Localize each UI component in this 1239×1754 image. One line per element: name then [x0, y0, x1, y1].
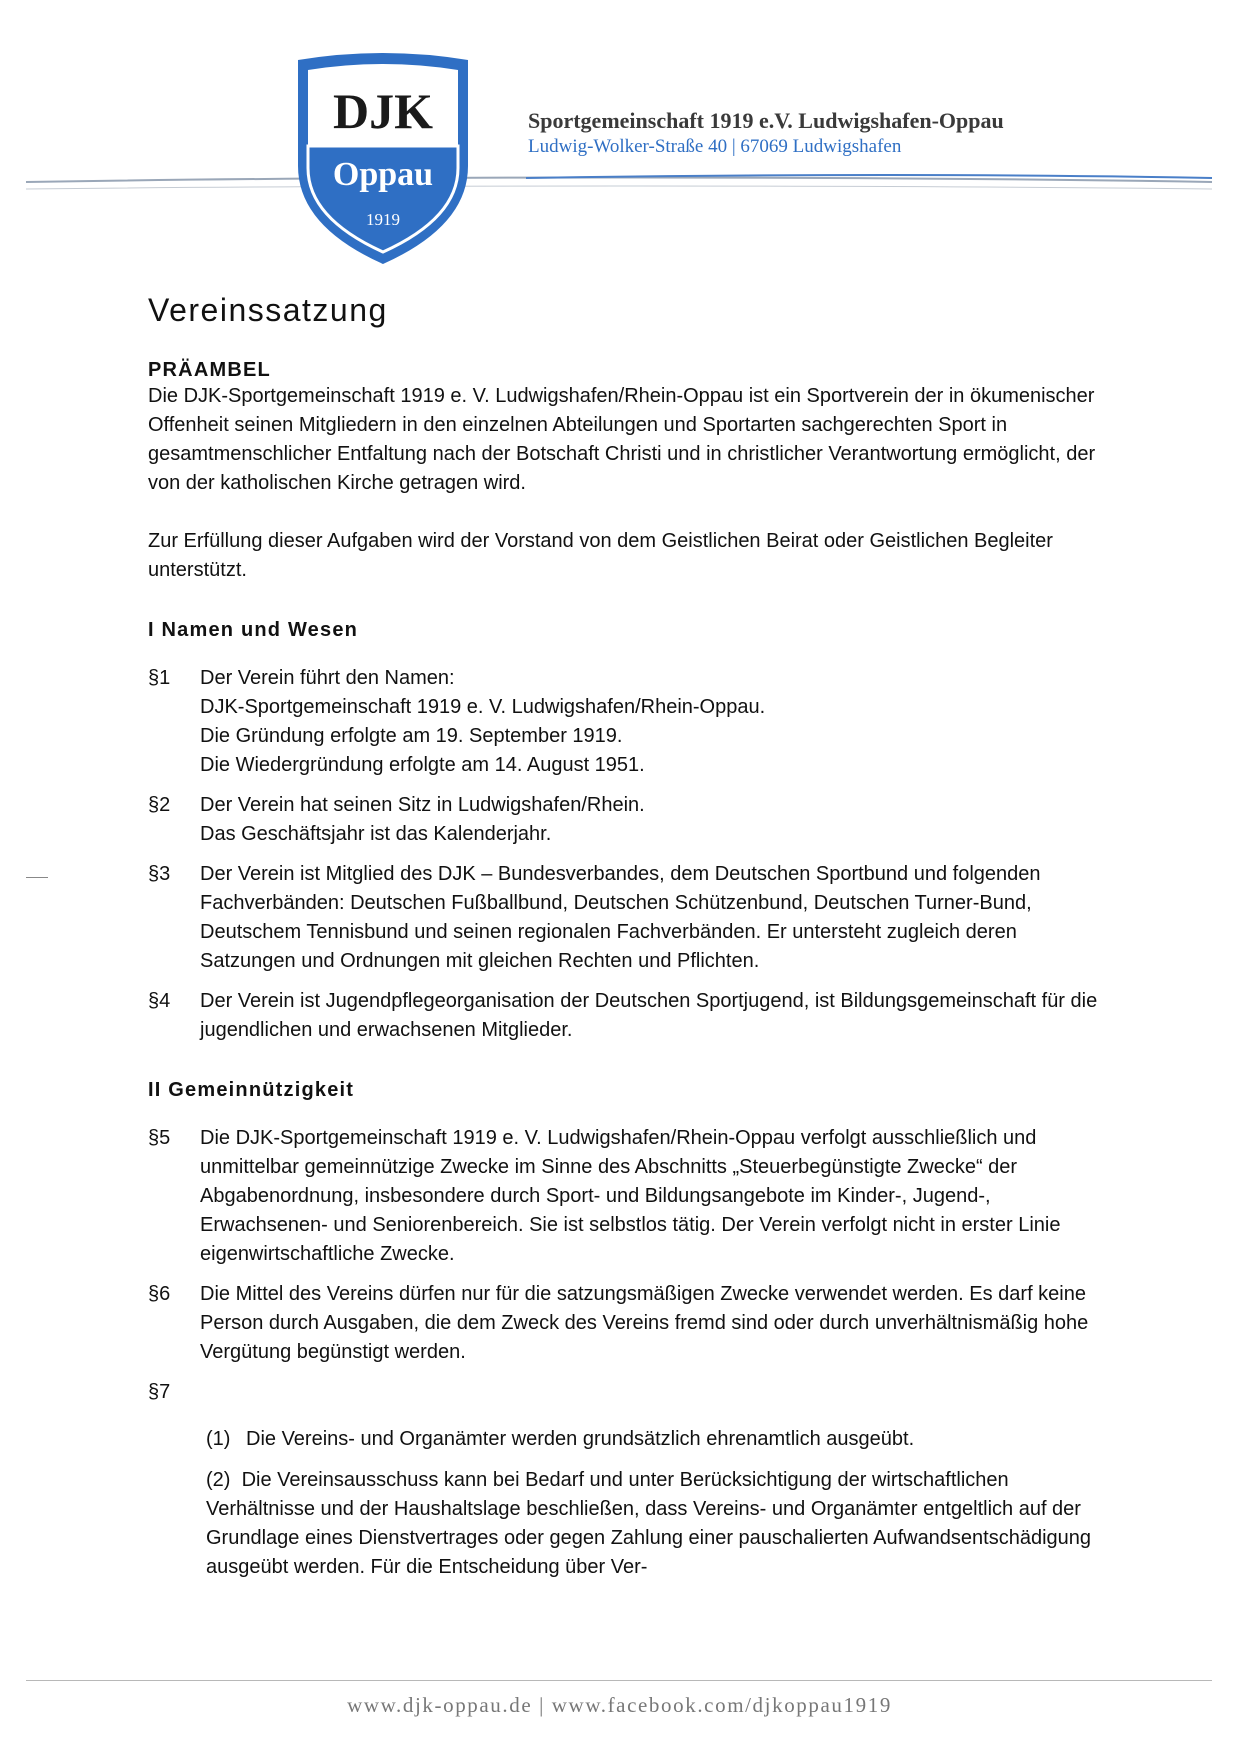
clause-number: §7: [148, 1381, 171, 1403]
sub-item-text: Die Vereins- und Organämter werden grundsätzlich ehrenamtlich ausgeübt.: [246, 1428, 915, 1450]
clause-4: [148, 987, 1098, 1045]
clause-text: [200, 1378, 1098, 1407]
clause-3: [148, 860, 1098, 976]
clause-text: Der Verein ist Jugendpflegeorganisation der Deutschen Sportjugend, ist Bildungsgemeinschaft für die jugendlichen und erwachsenen Mitglieder.: [200, 990, 1098, 1041]
clause-text: Der Verein ist Mitglied des DJK – Bundesverbandes, dem Deutschen Sportbund und folgenden Fachverbänden: Deutschen Fußballbund, Deutschen Schützenbund, Deutschen Turner-Bund, Deutschem Tennisbund und seinen regionalen Fachverbänden. Er untersteht zugleich deren Satzungen und Ordnungen mit gleichen Rechten und Pflichten.: [200, 863, 1041, 972]
clause-line: Das Geschäftsjahr ist das Kalenderjahr.: [200, 823, 552, 845]
clause-line: Der Verein führt den Namen:: [200, 667, 455, 689]
clause-line: Der Verein hat seinen Sitz in Ludwigshafen/Rhein.: [200, 794, 645, 816]
sub-item-2: [206, 1466, 1098, 1582]
clause-number: §5: [148, 1127, 171, 1149]
clause-7: [148, 1378, 1098, 1407]
sub-item-text: Die Vereinsausschuss kann bei Bedarf und unter Berücksichtigung der wirtschaftlichen Verhältnisse und der Haushaltslage beschließen, dass Vereins- und Organämter entgeltlich auf der Grundlage eines Dienstvertrages oder gegen Zahlung einer pauschalierten Aufwandsentschädigung ausgeübt werden. Für die Entscheidung über Ver-: [206, 1469, 1092, 1578]
margin-mark: [26, 877, 48, 878]
preamble-paragraph: Die DJK-Sportgemeinschaft 1919 e. V. Ludwigshafen/Rhein-Oppau ist ein Sportverein der in ökumenischer Offenheit seinen Mitgliedern in den einzelnen Abteilungen und Sportarten sachgerechten Sport in gesamtmenschlicher Entfaltung nach der Botschaft Christi und in christlicher Verantwortung ermöglicht, der von der katholischen Kirche getragen wird.: [148, 385, 1096, 494]
logo-middle-text: Oppau: [332, 156, 434, 193]
clause-number: §1: [148, 667, 171, 689]
clause-number: §4: [148, 990, 171, 1012]
clause-number: §3: [148, 863, 171, 885]
clause-text: Die Mittel des Vereins dürfen nur für die satzungsmäßigen Zwecke verwendet werden. Es darf keine Person durch Ausgaben, die dem Zweck des Vereins fremd sind oder durch unverhältnismäßig hohe Vergütung begünstigt werden.: [200, 1283, 1089, 1363]
clause-6: [148, 1280, 1098, 1367]
document-body: [148, 292, 1098, 1582]
sub-item-1: [206, 1425, 1098, 1454]
clause-line: DJK-Sportgemeinschaft 1919 e. V. Ludwigshafen/Rhein-Oppau.: [200, 696, 766, 718]
clause-number: §6: [148, 1283, 171, 1305]
preamble-heading: PRÄAMBEL: [148, 359, 271, 381]
org-address: Ludwig-Wolker-Straße 40 | 67069 Ludwigshafen: [528, 136, 902, 157]
clause-2: [148, 791, 1098, 849]
clause-text: Die DJK-Sportgemeinschaft 1919 e. V. Ludwigshafen/Rhein-Oppau verfolgt ausschließlich und unmittelbar gemeinnützige Zwecke im Sinne des Abschnitts „Steuerbegünstigte Zwecke“ der Abgabenordnung, insbesondere durch Sport- und Bildungsangebote im Kinder-, Jugend-, Erwachsenen- und Seniorenbereich. Sie ist selbstlos tätig. Der Verein verfolgt nicht in erster Linie eigenwirtschaftliche Zwecke.: [200, 1127, 1061, 1265]
djk-logo: [290, 50, 476, 270]
preamble-paragraph: Zur Erfüllung dieser Aufgaben wird der Vorstand von dem Geistlichen Beirat oder Geistlichen Begleiter unterstützt.: [148, 530, 1053, 581]
org-block: [528, 108, 1004, 158]
logo-year: 1919: [366, 210, 400, 229]
footer-rule: [26, 1680, 1212, 1681]
clause-text: [200, 791, 1098, 849]
org-name: Sportgemeinschaft 1919 e.V. Ludwigshafen-Oppau: [528, 108, 1004, 133]
footer-links: www.djk-oppau.de | www.facebook.com/djkoppau1919: [347, 1693, 892, 1717]
section-heading: I Namen und Wesen: [148, 619, 359, 641]
clause-text: [200, 664, 1098, 780]
sub-item-number: (2): [206, 1469, 231, 1491]
document-title: Vereinssatzung: [148, 292, 388, 328]
clause-line: Die Wiedergründung erfolgte am 14. August 1951.: [200, 754, 645, 776]
clause-number: §2: [148, 794, 171, 816]
logo-top-text: DJK: [333, 83, 433, 139]
clause-1: [148, 664, 1098, 780]
clause-5: [148, 1124, 1098, 1269]
clause-line: Die Gründung erfolgte am 19. September 1919.: [200, 725, 623, 747]
section-heading: II Gemeinnützigkeit: [148, 1079, 355, 1101]
sub-item-number: (1): [206, 1428, 231, 1450]
